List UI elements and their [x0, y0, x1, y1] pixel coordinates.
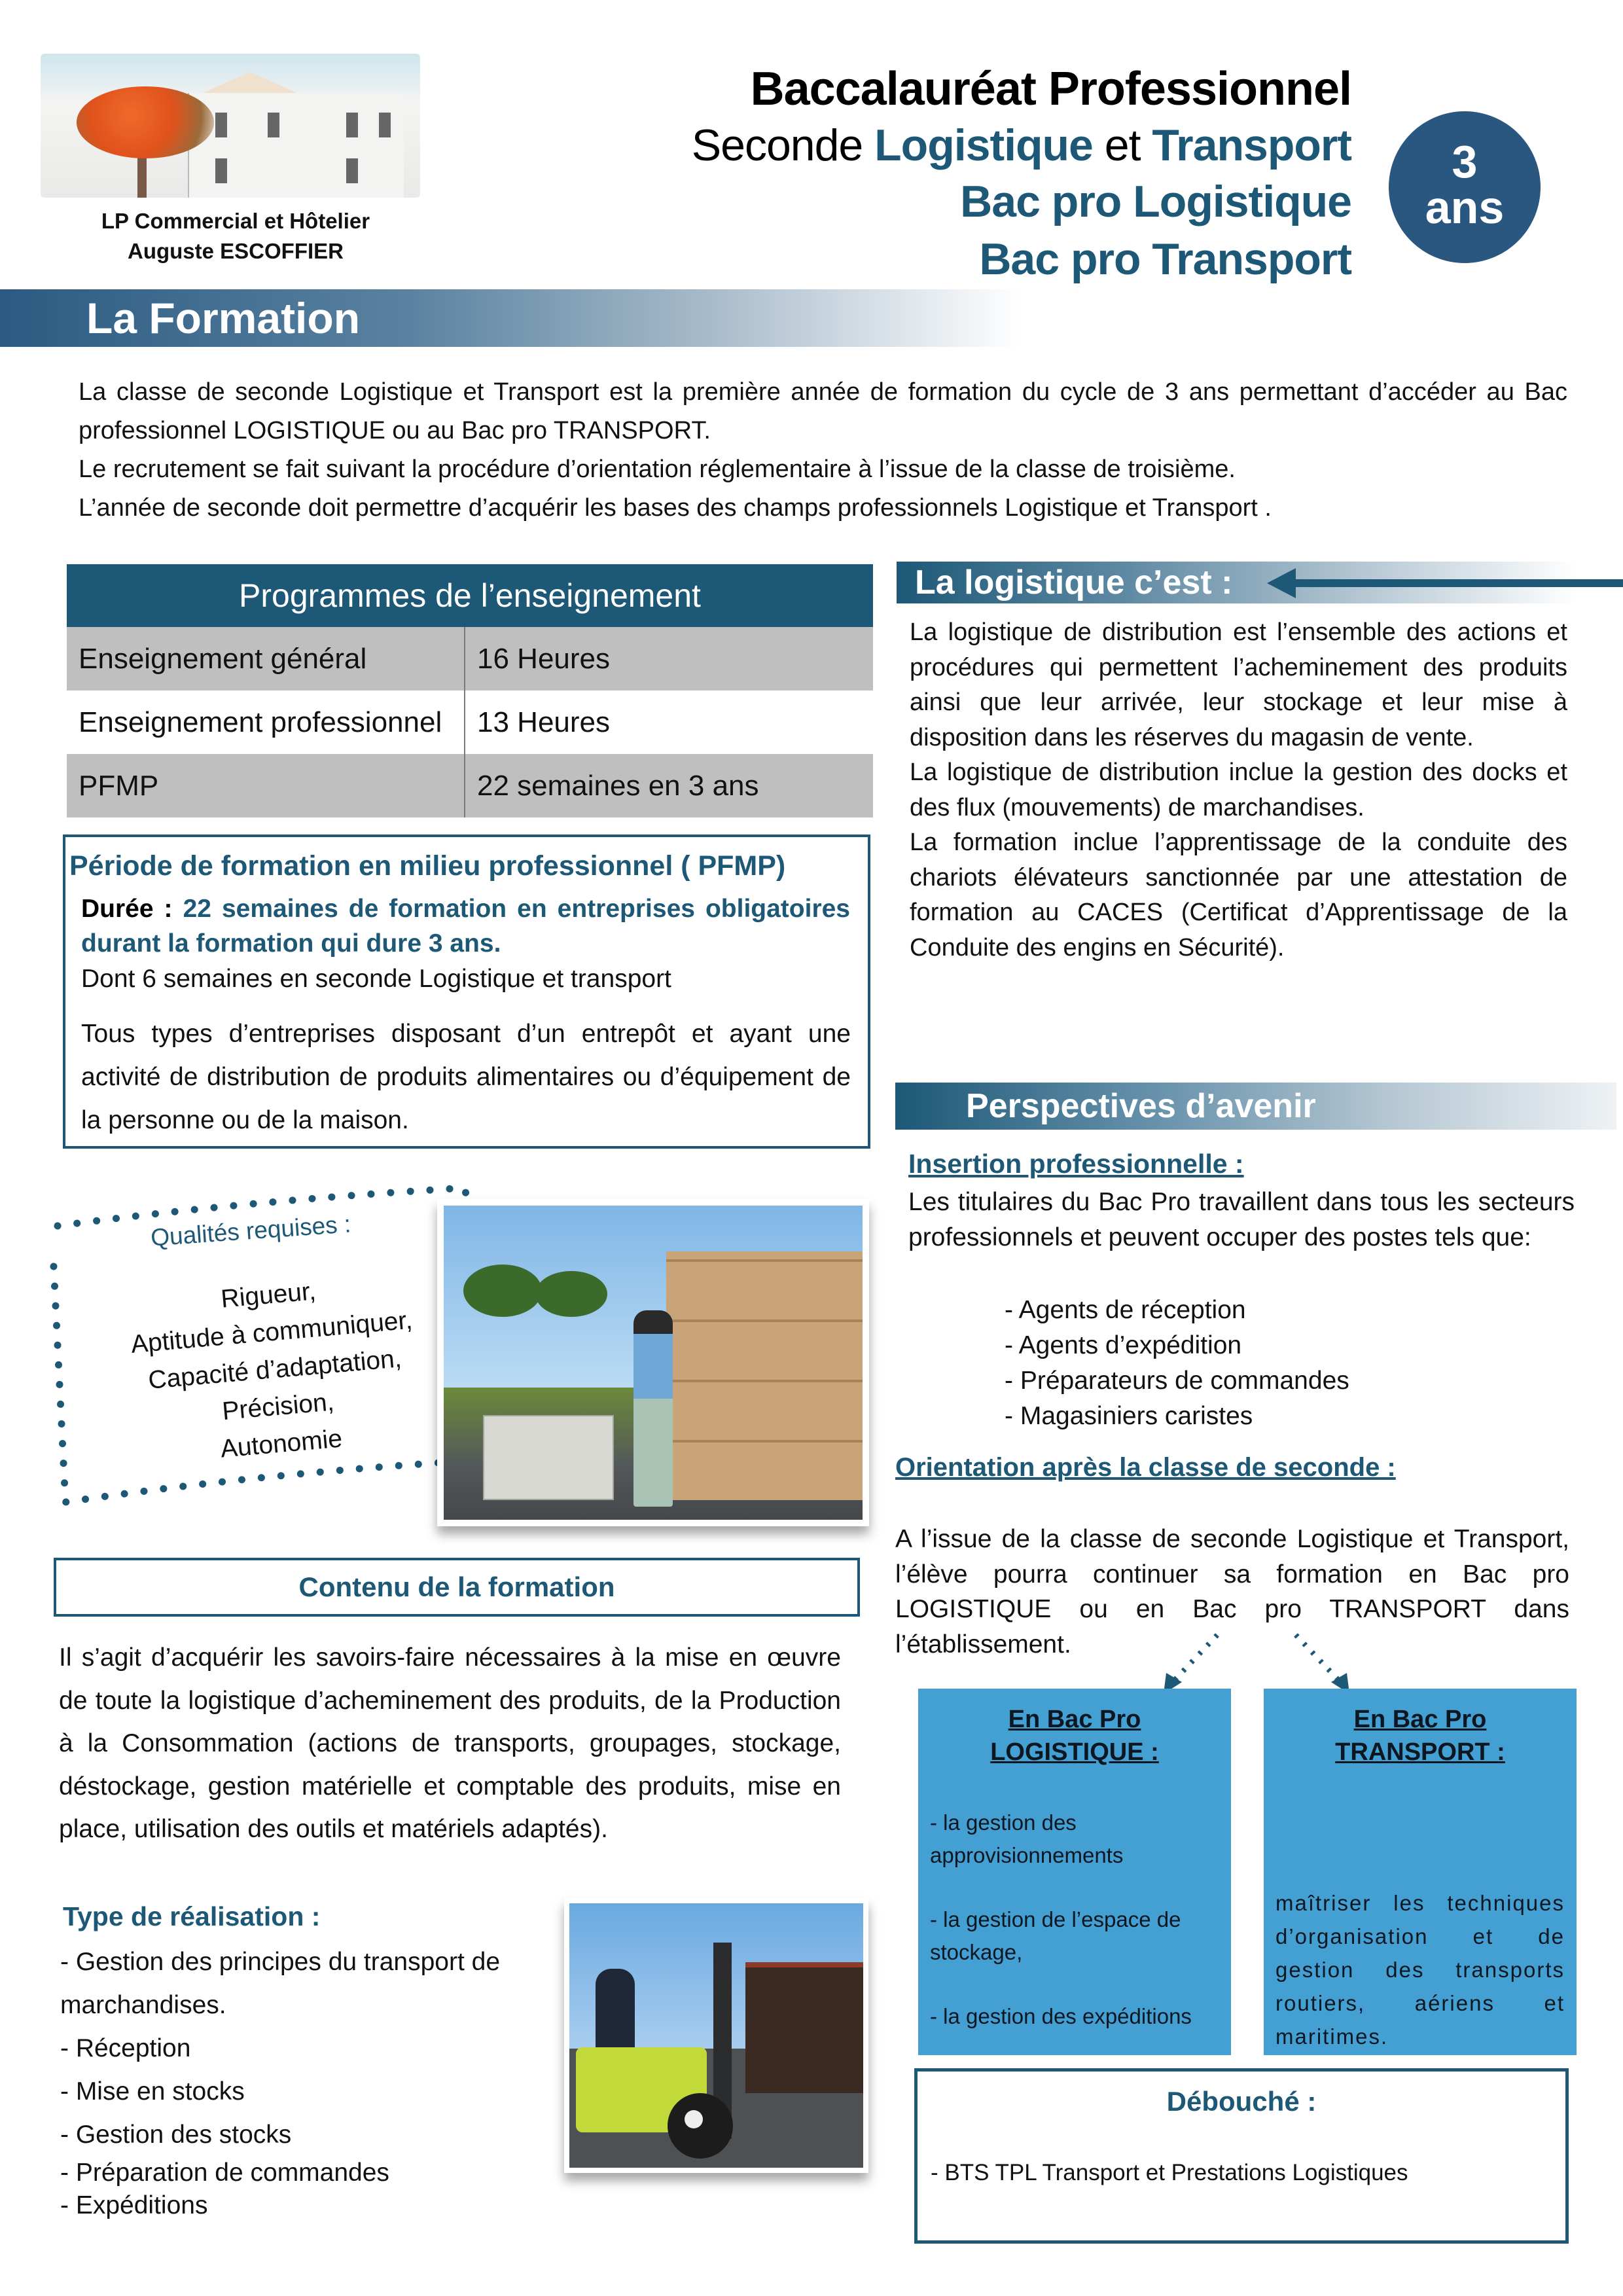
table-row	[67, 691, 873, 754]
duration-value: 22 semaines de formation en entreprises obligatoires durant la formation qui dure 3 ans.	[81, 895, 850, 958]
duration-label: Durée :	[81, 895, 183, 923]
window	[268, 113, 279, 137]
quality-item: Rigueur,	[219, 1277, 317, 1314]
title-bac-pro-transport: Bac pro Transport	[979, 234, 1351, 284]
poste-item: - Agents de réception	[1005, 1293, 1349, 1328]
logistique-text	[910, 615, 1567, 965]
realisation-item: - Expéditions	[60, 2191, 208, 2219]
table-cell-label: Enseignement général	[67, 627, 465, 691]
insertion-text: Les titulaires du Bac Pro travaillent dans tous les secteurs professionnels et peuvent occuper des postes tels que:	[908, 1188, 1575, 1251]
pfmp-companies: Tous types d’entreprises disposant d’un entrepôt et ayant une activité de distribution de produits alimentaires ou d’équipement de la personne ou de la maison.	[81, 1020, 851, 1134]
intro-paragraph: L’année de seconde doit permettre d’acquérir les bases des champs professionnels Logistique et Transport .	[79, 494, 1272, 522]
intro-paragraph: Le recrutement se fait suivant la procédure d’orientation réglementaire à l’issue de la classe de troisième.	[79, 456, 1236, 483]
table-row	[67, 627, 873, 691]
flame-tree	[77, 86, 214, 158]
school-name	[52, 206, 419, 266]
poste-item: - Agents d’expédition	[1005, 1328, 1349, 1363]
intro-paragraph: La classe de seconde Logistique et Transport est la première année de formation du cycle de 3 ans permettant d’accéder au Bac professionnel LOGISTIQUE ou au Bac pro TRANSPORT.	[79, 378, 1567, 444]
duration-badge	[1389, 111, 1541, 263]
warehouse-photo	[437, 1199, 869, 1526]
title-transport: Transport	[1152, 120, 1351, 170]
quality-item: Aptitude à communiquer,	[130, 1306, 414, 1359]
school-name-line2: Auguste ESCOFFIER	[127, 239, 344, 263]
title-line: LOGISTIQUE :	[990, 1738, 1159, 1766]
page-title	[692, 60, 1351, 288]
orientation-text: A l’issue de la classe de seconde Logistique et Transport, l’élève pourra continuer sa formation en Bac pro LOGISTIQUE ou en Bac pro TRANSPORT dans l’établissement.	[895, 1525, 1569, 1659]
realisation-title: Type de réalisation :	[63, 1901, 321, 1931]
bac-pro-transport-box	[1264, 1689, 1577, 2055]
programmes-table	[67, 564, 873, 817]
table-header: Programmes de l’enseignement	[67, 564, 873, 627]
logistique-paragraph: La logistique de distribution inclue la gestion des docks et des flux (mouvements) de marchandises.	[910, 759, 1567, 821]
realisation-list	[60, 1941, 571, 2222]
arrow-left-icon	[1267, 568, 1623, 598]
title-bac-pro-logistique: Bac pro Logistique	[960, 177, 1351, 226]
pfmp-title: Période de formation en milieu professionnel ( PFMP)	[69, 850, 786, 882]
palm-tree	[463, 1265, 542, 1317]
title-line: En Bac Pro	[1353, 1706, 1487, 1733]
debouche-item: - BTS TPL Transport et Prestations Logistiques	[931, 2160, 1408, 2185]
bac-pro-logistique-title	[930, 1703, 1219, 1768]
table-cell-value: 16 Heures	[465, 627, 873, 691]
window	[215, 158, 227, 183]
orientation-title: Orientation après la classe de seconde :	[895, 1453, 1396, 1482]
quality-item: Précision,	[221, 1388, 336, 1426]
poste-item: - Magasiniers caristes	[1005, 1399, 1349, 1434]
debouche-title: Débouché :	[1166, 2086, 1317, 2117]
pfmp-seconde-weeks: Dont 6 semaines en seconde Logistique et transport	[81, 965, 671, 993]
window	[346, 113, 358, 137]
logistique-paragraph: La logistique de distribution est l’ensemble des actions et procédures qui permettent l’acheminement des produits ainsi que leur arrivée, leur stockage et leur mise à disposition dans les réserves du magasin de vente.	[910, 619, 1567, 751]
section-heading-logistique: La logistique c’est :	[897, 562, 1613, 603]
crate	[483, 1415, 614, 1500]
table-row	[67, 754, 873, 817]
realisation-item: - Mise en stocks	[60, 2077, 245, 2106]
school-name-line1: LP Commercial et Hôtelier	[101, 209, 370, 233]
logistique-item: - la gestion des expéditions	[930, 2004, 1192, 2028]
logistique-item: - la gestion des approvisionnements	[930, 1810, 1124, 1867]
title-seconde	[692, 118, 1351, 173]
worker	[633, 1310, 673, 1507]
title-logistique: Logistique	[874, 120, 1093, 170]
title-et: et	[1092, 120, 1152, 170]
table-cell-value: 22 semaines en 3 ans	[465, 754, 873, 817]
section-heading-formation: La Formation	[0, 289, 1021, 347]
title-line: TRANSPORT :	[1335, 1738, 1505, 1766]
quality-item: Autonomie	[219, 1424, 344, 1463]
title-baccalaureat: Baccalauréat Professionnel	[750, 63, 1351, 115]
title-seconde-prefix: Seconde	[691, 120, 875, 170]
dotted-arrows-icon	[1145, 1630, 1368, 1695]
section-heading-contenu: Contenu de la formation	[54, 1558, 860, 1617]
logistique-paragraph: La formation inclue l’apprentissage de la conduite des chariots élévateurs sanctionnée par une attestation de formation au CACES (Certificat d’Apprentissage de la Conduite des engins en Sécurité).	[910, 829, 1567, 961]
debouche-box	[914, 2068, 1569, 2244]
realisation-item: - Préparation de commandes	[60, 2159, 389, 2187]
shipping-container	[745, 1962, 863, 2093]
postes-list	[1005, 1293, 1349, 1434]
forklift-driver	[596, 1969, 635, 2060]
table-cell-label: Enseignement professionnel	[67, 691, 465, 754]
logistique-items	[930, 1806, 1219, 2033]
quality-item: Capacité d’adaptation,	[147, 1344, 403, 1395]
table-cell-value: 13 Heures	[477, 706, 611, 738]
qualities-title: Qualités requises :	[149, 1210, 352, 1251]
formation-intro	[79, 373, 1567, 528]
forklift-wheel	[668, 2093, 733, 2159]
transport-description: maîtriser les techniques d’organisation et de gestion des transports routiers, aériens et maritimes.	[1275, 1891, 1565, 2049]
realisation-item: - Réception	[60, 2034, 191, 2062]
forklift-photo	[564, 1898, 868, 2173]
badge-unit: ans	[1425, 182, 1505, 233]
pfmp-box	[63, 834, 870, 1149]
realisation-item: marchandises.	[60, 1991, 226, 2019]
section-heading-perspectives: Perspectives d’avenir	[895, 1083, 1616, 1130]
window	[215, 113, 227, 137]
palm-tree	[535, 1271, 607, 1317]
badge-number: 3	[1452, 136, 1478, 187]
contenu-text: Il s’agit d’acquérir les savoirs-faire nécessaires à la mise en œuvre de toute la logistique d’acheminement des produits, de la Production à la Consommation (actions de transports, groupages, stockage, déstockage, gestion matérielle et comptable des produits, mise en place, utilisation des outils et matériels adaptés).	[59, 1643, 841, 1843]
poste-item: - Préparateurs de commandes	[1005, 1363, 1349, 1399]
school-building-illustration	[41, 54, 420, 198]
bac-pro-transport-title	[1275, 1703, 1565, 1768]
qualities-list	[110, 1263, 439, 1477]
title-line: En Bac Pro	[1008, 1706, 1141, 1733]
pfmp-duration	[81, 891, 850, 961]
stacked-boxes	[666, 1251, 863, 1500]
realisation-item: - Gestion des stocks	[60, 2121, 292, 2149]
bac-pro-logistique-box	[918, 1689, 1231, 2055]
window	[379, 113, 391, 137]
insertion-title: Insertion professionnelle :	[908, 1149, 1244, 1179]
logistique-item: - la gestion de l’espace de stockage,	[930, 1907, 1181, 1964]
realisation-item: - Gestion des principes du transport de	[60, 1948, 501, 1976]
window	[346, 158, 358, 183]
building-shape	[188, 93, 404, 198]
table-cell-label: PFMP	[67, 754, 465, 817]
